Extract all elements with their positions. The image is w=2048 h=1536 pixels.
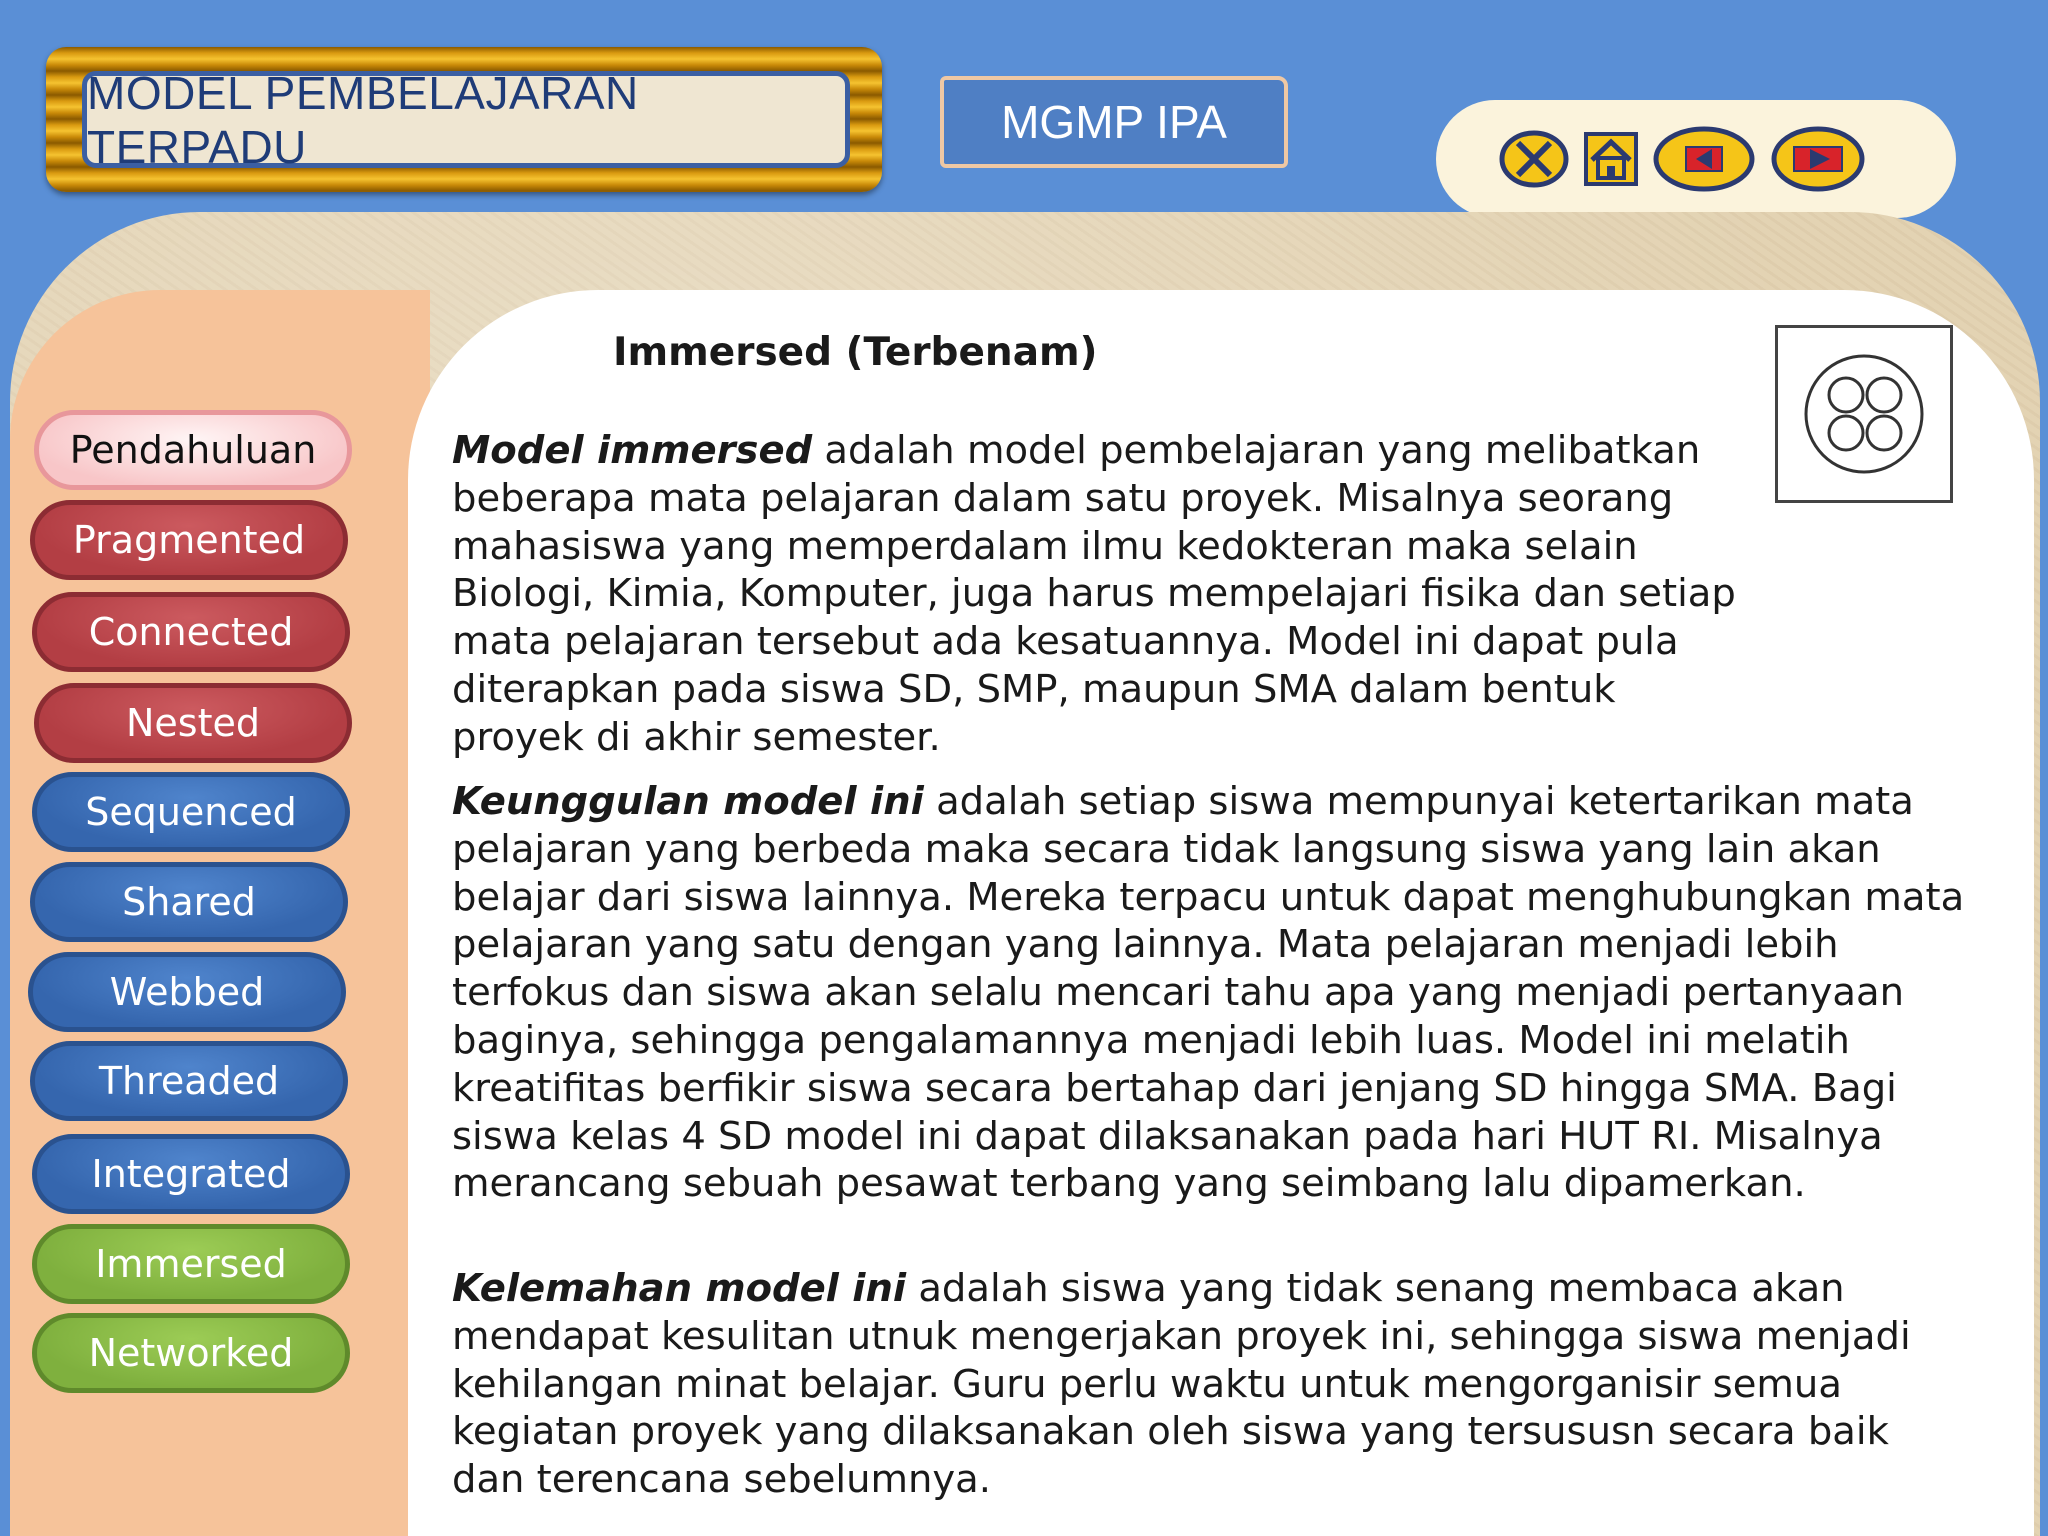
close-icon (1498, 129, 1570, 189)
content-heading: Immersed (Terbenam) (613, 330, 1098, 375)
sidebar-item-threaded[interactable] (30, 1041, 348, 1121)
sidebar-item-label: Nested (125, 701, 260, 745)
sidebar-item-sequenced[interactable] (32, 772, 350, 852)
home-icon (1584, 132, 1638, 186)
sidebar-item-connected[interactable] (32, 592, 350, 672)
sidebar-item-label: Webbed (109, 970, 265, 1014)
sidebar-item-networked[interactable] (32, 1313, 350, 1393)
next-button[interactable] (1770, 125, 1866, 193)
paragraph-body: adalah model pembelajaran yang melibatkan beberapa mata pelajaran dalam satu proyek. Misalnya seorang mahasiswa yang memperdalam ilmu kedokteran maka selain Biologi, Kimia, Komputer, juga harus mempelajari fisika dan setiap mata pelajaran tersebut ada kesatuannya. Model ini dapat pula diterapkan pada siswa SD, SMP, maupun SMA dalam bentuk proyek di akhir semester. (452, 428, 1736, 760)
paragraph-definition (452, 427, 1752, 762)
paragraph-body: adalah setiap siswa mempunyai ketertarikan mata pelajaran yang berbeda maka secara tidak langsung siswa yang lain akan belajar dari siswa lainnya. Mereka terpacu untuk dapat menghubungkan mata pelajaran yang satu dengan yang lainnya. Mata pelajaran menjadi lebih terfokus dan siswa akan selalu mencari tahu apa yang menjadi pertanyaan baginya, sehingga pengalamannya menjadi lebih luas. Model ini melatih kreatifitas berfikir siswa secara bertahap dari jenjang SD hingga SMA. Bagi siswa kelas 4 SD model ini dapat dilaksanakan pada hari HUT RI. Misalnya merancang sebuah pesawat terbang yang seimbang lalu dipamerkan. (452, 779, 1965, 1207)
sidebar-item-label: Pendahuluan (69, 428, 317, 472)
home-button[interactable] (1584, 132, 1638, 186)
sidebar-item-pragmented[interactable] (30, 500, 348, 580)
sidebar-item-label: Integrated (91, 1152, 291, 1196)
mgmp-badge (940, 76, 1288, 168)
paragraph-advantages (452, 778, 1972, 1208)
mgmp-badge-label: MGMP IPA (1001, 96, 1227, 148)
four-circles-icon (1778, 328, 1950, 500)
page-title: MODEL PEMBELAJARAN TERPADU (87, 66, 639, 173)
paragraph-lead: Keunggulan model ini (452, 779, 924, 824)
sidebar-item-label: Pragmented (72, 518, 306, 562)
paragraph-lead: Model immersed (452, 428, 813, 473)
paragraph-body: adalah siswa yang tidak senang membaca akan mendapat kesulitan utnuk mengerjakan proyek ini, sehingga siswa menjadi kehilangan minat belajar. Guru perlu waktu untuk mengorganisir semua kegiatan proyek yang dilaksanakan oleh siswa yang tersususn secara baik dan terencana sebelumnya. (452, 1266, 1911, 1503)
nav-bar (1436, 100, 1956, 218)
previous-button[interactable] (1652, 125, 1756, 193)
paragraph-lead: Kelemahan model ini (452, 1266, 907, 1311)
sidebar-item-label: Shared (122, 880, 256, 924)
sidebar-item-pendahuluan[interactable] (34, 410, 352, 490)
title-box (82, 66, 850, 173)
arrow-left-icon (1652, 125, 1756, 193)
title-frame (46, 47, 882, 192)
paragraph-weaknesses (452, 1265, 1952, 1504)
sidebar-item-immersed[interactable] (32, 1224, 350, 1304)
arrow-right-icon (1770, 125, 1866, 193)
immersed-model-diagram (1775, 325, 1953, 503)
sidebar-item-label: Sequenced (85, 790, 297, 834)
sidebar-item-integrated[interactable] (32, 1134, 350, 1214)
sidebar-item-webbed[interactable] (28, 952, 346, 1032)
sidebar-item-shared[interactable] (30, 862, 348, 942)
sidebar-item-label: Threaded (98, 1059, 280, 1103)
sidebar-item-label: Immersed (95, 1242, 287, 1286)
sidebar-item-nested[interactable] (34, 683, 352, 763)
sidebar-item-label: Networked (88, 1331, 294, 1375)
sidebar-item-label: Connected (88, 610, 294, 654)
close-button[interactable] (1498, 129, 1570, 189)
